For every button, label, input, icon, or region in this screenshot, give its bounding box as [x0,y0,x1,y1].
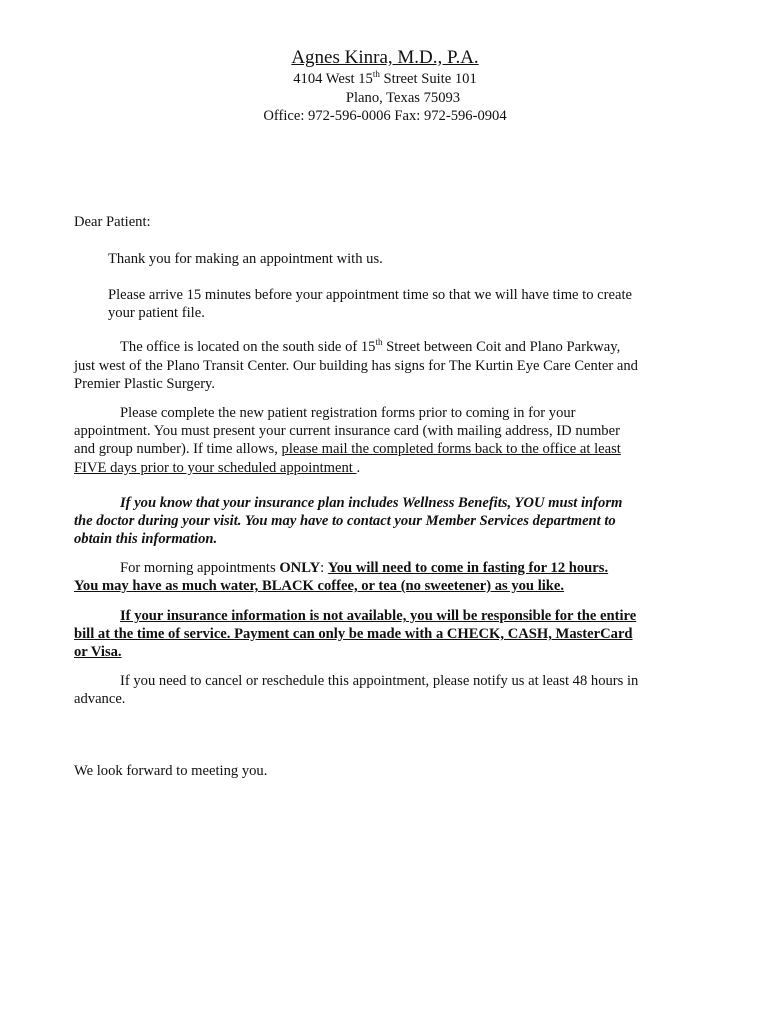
wellness-paragraph-line-3: obtain this information. [74,531,218,547]
forms-paragraph-line-2: appointment. You must present your current insurance card (with mailing address, ID number [74,423,620,439]
cancel-paragraph-line-1: If you need to cancel or reschedule this appointment, please notify us at least 48 hours in [120,673,639,689]
cancel-paragraph-line-2: advance. [74,691,126,707]
forms-paragraph-line-4: FIVE days prior to your scheduled appointment . [74,460,361,476]
closing-line: We look forward to meeting you. [74,763,268,779]
mail-forms-note: please mail the completed forms back to the office at least [281,441,621,457]
wellness-paragraph-line-1: If you know that your insurance plan includes Wellness Benefits, YOU must inform [120,495,623,511]
arrive-paragraph-line-2: your patient file. [108,305,205,321]
fasting-paragraph-line-1: For morning appointments ONLY: You will need to come in fasting for 12 hours. [120,560,609,576]
phone-fax-line: Office: 972-596-0006 Fax: 972-596-0904 [263,108,507,124]
thanks-paragraph: Thank you for making an appointment with us. [108,251,383,267]
location-paragraph-line-3: Premier Plastic Surgery. [74,376,216,392]
location-paragraph-line-2: just west of the Plano Transit Center. Our building has signs for The Kurtin Eye Care Center and [74,358,638,374]
forms-paragraph-line-3: and group number). If time allows, please mail the completed forms back to the office at least [74,441,621,457]
salutation: Dear Patient: [74,214,151,230]
forms-paragraph-line-1: Please complete the new patient registration forms prior to coming in for your [120,405,576,421]
address-line-2: Plano, Texas 75093 [345,90,461,106]
address-line-1: 4104 West 15th Street Suite 101 [293,69,477,87]
insurance-paragraph-line-3: or Visa. [74,644,122,660]
location-paragraph-line-1: The office is located on the south side of 15th Street between Coit and Plano Parkway, [120,337,621,355]
practice-name: Agnes Kinra, M.D., P.A. [291,47,479,68]
arrive-paragraph-line-1: Please arrive 15 minutes before your appointment time so that we will have time to create [108,287,632,303]
wellness-paragraph-line-2: the doctor during your visit. You may have to contact your Member Services department to [74,513,616,529]
fasting-paragraph-line-2: You may have as much water, BLACK coffee, or tea (no sweetener) as you like. [74,578,565,594]
insurance-paragraph-line-2: bill at the time of service. Payment can only be made with a CHECK, CASH, MasterCard [74,626,633,642]
insurance-paragraph-line-1: If your insurance information is not available, you will be responsible for the entire [120,608,637,624]
